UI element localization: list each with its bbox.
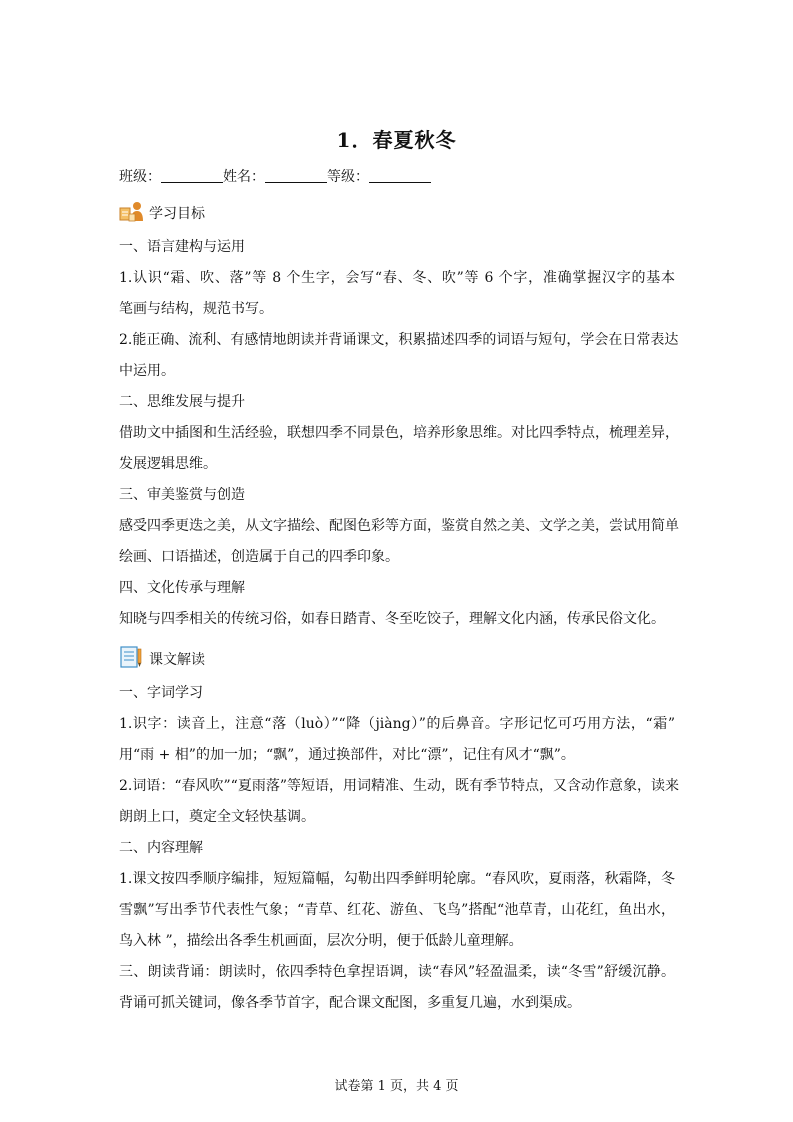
notebook-pen-icon bbox=[119, 646, 145, 672]
obj-heading-2: 二、思维发展与提升 bbox=[119, 394, 245, 410]
obj-heading-3: 三、审美鉴赏与创造 bbox=[119, 487, 245, 503]
page-title: 1．春夏秋冬 bbox=[336, 128, 457, 152]
obj-paragraph-1: 1.认识“霜、吹、落”等 8 个生字，会写“春、冬、吹”等 6 个字，准确掌握汉字的基本 笔画与结构，规范书写。 bbox=[119, 270, 675, 317]
section-header-reading bbox=[119, 646, 205, 672]
page-footer: 试卷第 1 页，共 4 页 bbox=[334, 1079, 459, 1094]
read-paragraph-1: 1.识字：读音上，注意“落（luò）”“降（jiàng）”的后鼻音。字形记忆可巧用方法，“霜” 用“雨 + 相”的加一加；“飘”，通过换部件，对比“漂”，记住有风才“飘”。 bbox=[119, 716, 675, 763]
read-paragraph-2: 2.词语：“春风吹”“夏雨落”等短语，用词精准、生动，既有季节特点，又含动作意象，读来 朗朗上口，奠定全文轻快基调。 bbox=[119, 778, 679, 825]
grade-label: 等级： bbox=[327, 169, 369, 185]
name-blank[interactable] bbox=[265, 168, 327, 183]
grade-blank[interactable] bbox=[369, 168, 431, 183]
obj-heading-1: 一、语言建构与运用 bbox=[119, 239, 245, 255]
obj-heading-4: 四、文化传承与理解 bbox=[119, 580, 245, 596]
obj-paragraph-2: 2.能正确、流利、有感情地朗读并背诵课文，积累描述四季的词语与短句，学会在日常表达 中运用。 bbox=[119, 332, 679, 379]
class-blank[interactable] bbox=[161, 168, 223, 183]
obj-paragraph-4: 感受四季更迭之美，从文字描绘、配图色彩等方面，鉴赏自然之美、文学之美，尝试用简单 绘画、口语描述，创造属于自己的四季印象。 bbox=[119, 518, 679, 565]
read-heading-1: 一、字词学习 bbox=[119, 685, 203, 701]
section-title-reading: 课文解读 bbox=[149, 652, 205, 668]
read-paragraph-4: 三、朗读背诵：朗读时，依四季特色拿捏语调，读“春风”轻盈温柔，读“冬雪”舒缓沉静。 背诵可抓关键词，像各季节首字，配合课文配图，多重复几遍，水到渠成。 bbox=[119, 964, 675, 1011]
name-label: 姓名： bbox=[223, 169, 265, 185]
teacher-book-icon bbox=[119, 200, 145, 226]
section-title-objectives: 学习目标 bbox=[149, 206, 205, 222]
section-header-objectives bbox=[119, 200, 205, 226]
read-paragraph-3: 1.课文按四季顺序编排，短短篇幅，勾勒出四季鲜明轮廓。“春风吹，夏雨落，秋霜降，冬 雪飘”写出季节代表性气象；“青草、红花、游鱼、飞鸟”搭配“池草青，山花红，鱼出水， 鸟入林 ”，描绘出各季生机画面，层次分明，便于低龄儿童理解。 bbox=[119, 871, 675, 949]
read-heading-2: 二、内容理解 bbox=[119, 840, 203, 856]
obj-paragraph-5: 知晓与四季相关的传统习俗，如春日踏青、冬至吃饺子，理解文化内涵，传承民俗文化。 bbox=[119, 611, 665, 627]
student-info-line bbox=[119, 166, 431, 186]
obj-paragraph-3: 借助文中插图和生活经验，联想四季不同景色，培养形象思维。对比四季特点，梳理差异， 发展逻辑思维。 bbox=[119, 425, 679, 472]
class-label: 班级： bbox=[119, 169, 161, 185]
